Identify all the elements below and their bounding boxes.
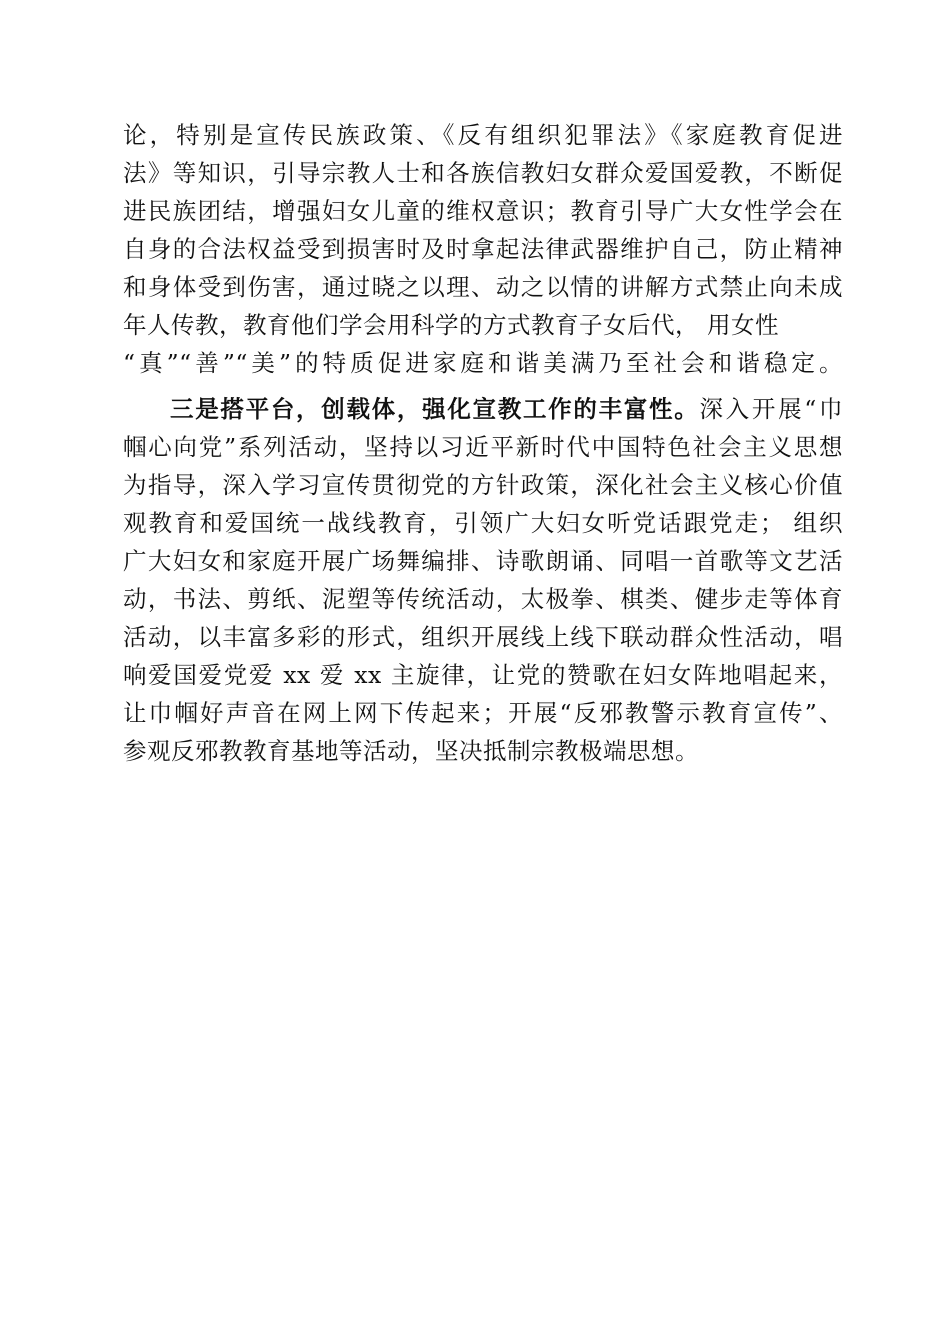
section-heading: 三是搭平台，创载体，强化宣教工作的丰富性。 <box>170 395 700 423</box>
text-line: 法》等知识，引导宗教人士和各族信教妇女群众爱国爱教，不断促 <box>123 159 843 187</box>
body-text <box>123 116 843 770</box>
text-line: “真”“善”“美”的特质促进家庭和谐美满乃至社会和谐稳定。 <box>123 349 843 377</box>
text-line: 广大妇女和家庭开展广场舞编排、诗歌朗诵、同唱一首歌等文艺活 <box>123 547 843 575</box>
paragraph-1 <box>123 116 843 382</box>
text-line: 自身的合法权益受到损害时及时拿起法律武器维护自己，防止精神 <box>123 235 843 263</box>
paragraph-2-first-line <box>123 390 843 428</box>
text-line: 进民族团结，增强妇女儿童的维权意识；教育引导广大女性学会在 <box>123 197 843 225</box>
text-line: 帼心向党”系列活动，坚持以习近平新时代中国特色社会主义思想 <box>123 433 843 461</box>
text-line: 参观反邪教教育基地等活动，坚决抵制宗教极端思想。 <box>123 737 699 765</box>
text-line: 响爱国爱党爱 xx 爱 xx 主旋律，让党的赞歌在妇女阵地唱起来， <box>123 661 843 689</box>
text-line: 和身体受到伤害，通过晓之以理、动之以情的讲解方式禁止向未成 <box>123 273 843 301</box>
text-line: 动，书法、剪纸、泥塑等传统活动，太极拳、棋类、健步走等体育 <box>123 585 843 613</box>
text-line: 为指导，深入学习宣传贯彻党的方针政策，深化社会主义核心价值 <box>123 471 843 499</box>
text-line: 让巾帼好声音在网上网下传起来；开展“反邪教警示教育宣传”、 <box>123 699 843 727</box>
paragraph-spacer <box>123 382 843 390</box>
text-line: 活动，以丰富多彩的形式，组织开展线上线下联动群众性活动，唱 <box>123 623 843 651</box>
text-line: 观教育和爱国统一战线教育，引领广大妇女听党话跟党走； 组织 <box>123 509 843 537</box>
text-line: 论，特别是宣传民族政策、《反有组织犯罪法》《家庭教育促进 <box>123 121 843 149</box>
first-line-text: 深入开展“巾 <box>699 395 844 423</box>
paragraph-2 <box>123 390 843 770</box>
text-line: 年人传教，教育他们学会用科学的方式教育子女后代， 用女性 <box>123 311 779 339</box>
